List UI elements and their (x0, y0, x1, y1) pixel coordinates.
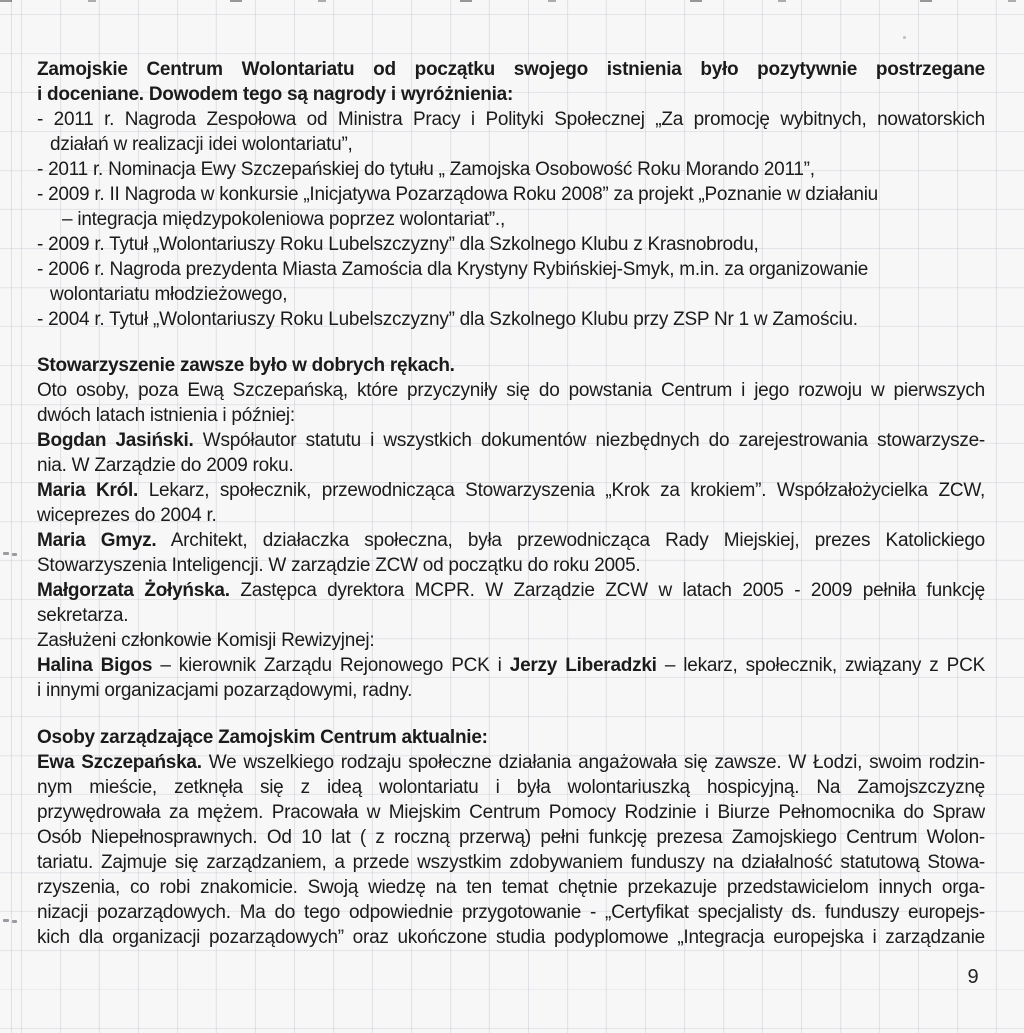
bold-text-run: Jerzy Liberadzki (509, 655, 657, 676)
text-run: – lekarz, społecznik, związany z PCK (656, 655, 985, 676)
bold-text-run: Osoby zarządzające Zamojskim Centrum aktualnie: (37, 727, 488, 748)
bold-text-run: Stowarzyszenie zawsze było w dobrych rękach. (37, 355, 455, 376)
text-run: nia. W Zarządzie do 2009 roku. (37, 455, 294, 476)
text-line (37, 107, 985, 132)
text-run: tariatu. Zajmuje się zarządzaniem, a przede wszystkim zdobywaniem funduszy na działalność statutową Stowa- (37, 852, 985, 873)
text-run: nizacji pozarządowych. Ma do tego odpowiednie przygotowanie - „Certyfikat specjalisty ds. funduszy europejs- (37, 902, 985, 923)
text-line (37, 653, 985, 678)
text-run: nym mieście, zetknęła się z ideą wolontariatu i była wolontariuszką hospicyjną. Na Zamojszczyznę (37, 777, 985, 798)
text-line (37, 182, 985, 207)
text-line (37, 453, 985, 478)
bold-text-run: Bogdan Jasiński. (37, 430, 194, 451)
text-line (37, 378, 985, 403)
text-run: wiceprezes do 2004 r. (37, 505, 217, 526)
text-line (37, 157, 985, 182)
text-run: - 2011 r. Nominacja Ewy Szczepańskiej do tytułu „ Zamojska Osobowość Roku Morando 2011”, (37, 159, 815, 180)
text-line (37, 282, 985, 307)
text-run: Lekarz, społecznik, przewodnicząca Stowarzyszenia „Krok za krokiem”. Współzałożycielka ZCW, (138, 480, 985, 501)
scan-speck (12, 920, 17, 923)
bold-text-run: Halina Bigos (37, 655, 153, 676)
text-line (37, 875, 985, 900)
scan-speck (12, 553, 17, 556)
text-line (37, 678, 985, 703)
text-line (37, 403, 985, 428)
text-line (37, 82, 985, 107)
text-run: We wszelkiego rodzaju społeczne działania angażowała się zawsze. W Łodzi, swoim rodzin- (201, 752, 985, 773)
text-run: Architekt, działaczka społeczna, była przewodnicząca Rady Miejskiej, prezes Katolickiego (156, 530, 985, 551)
text-run: rzyszenia, co robi znakomicie. Swoją wiedzę na ten temat chętnie przekazuje przedstawicielom innych orga- (37, 877, 985, 898)
text-line (37, 925, 985, 950)
text-line (37, 307, 985, 332)
scan-speck (903, 36, 906, 39)
text-line (37, 478, 985, 503)
text-line (37, 628, 985, 653)
text-run: Zasłużeni członkowie Komisji Rewizyjnej: (37, 630, 375, 651)
text-line (37, 578, 985, 603)
text-run: wolontariatu młodzieżowego, (50, 284, 288, 305)
text-run: kich dla organizacji pozarządowych” oraz ukończone studia podyplomowe „Integracja europejska i zarządzanie (37, 927, 985, 948)
scan-speck (3, 919, 9, 922)
bold-text-run: i doceniane. Dowodem tego są nagrody i wyróżnienia: (37, 84, 514, 105)
text-run: - 2009 r. II Nagroda w konkursie „Inicjatywa Pozarządowa Roku 2008” za projekt „Poznanie w działaniu (37, 184, 879, 205)
section-heading (37, 725, 985, 750)
text-run: - 2011 r. Nagroda Zespołowa od Ministra Pracy i Polityki Społecznej „Za promocję wybitnych, nowatorskich (37, 109, 985, 130)
text-run: Oto osoby, poza Ewą Szczepańską, które przyczyniły się do powstania Centrum i jego rozwoju w pierwszych (37, 380, 985, 401)
text-line (37, 528, 985, 553)
scan-speck (3, 552, 9, 555)
bold-text-run: Małgorzata Żołyńska. (37, 580, 230, 601)
text-run: Stowarzyszenia Inteligencji. W zarządzie ZCW od początku do roku 2005. (37, 555, 641, 576)
text-run: przywędrowała za mężem. Pracowała w Miejskim Centrum Pomocy Rodzinie i Biurze Pełnomocnika do Spraw (37, 802, 985, 823)
section-heading (37, 353, 985, 378)
text-run: Współautor statutu i wszystkich dokumentów niezbędnych do zarejestrowania stowarzysze- (193, 430, 985, 451)
scan-edge-artifact (0, 0, 1024, 2)
text-block (37, 57, 985, 332)
text-run: sekretarza. (37, 605, 129, 626)
text-line (37, 603, 985, 628)
text-run: – kierownik Zarządu Rejonowego PCK i (152, 655, 510, 676)
text-line (37, 750, 985, 775)
text-line (37, 57, 985, 82)
page-number: 9 (967, 966, 979, 988)
text-line (37, 132, 985, 157)
text-run: Osób Niepełnosprawnych. Od 10 lat ( z roczną przerwą) pełni funkcję prezesa Zamojskiego Centrum Wolon- (37, 827, 985, 848)
bold-text-run: Maria Król. (37, 480, 139, 501)
text-line (37, 775, 985, 800)
text-line (37, 257, 985, 282)
bold-text-run: Ewa Szczepańska. (37, 752, 202, 773)
bold-text-run: Zamojskie Centrum Wolontariatu od początku swojego istnienia było pozytywnie postrzegane (37, 59, 985, 80)
text-run: działań w realizacji idei wolontariatu”, (50, 134, 353, 155)
text-line (37, 428, 985, 453)
text-run: - 2006 r. Nagroda prezydenta Miasta Zamościa dla Krystyny Rybińskiej-Smyk, m.in. za organizowanie (37, 259, 869, 280)
text-line (37, 207, 985, 232)
text-run: i innymi organizacjami pozarządowymi, radny. (37, 680, 413, 701)
text-line (37, 825, 985, 850)
text-block (37, 353, 985, 703)
text-line (37, 800, 985, 825)
text-block (37, 725, 985, 950)
text-line (37, 503, 985, 528)
text-run: Zastępca dyrektora MCPR. W Zarządzie ZCW w latach 2005 - 2009 pełniła funkcję (229, 580, 985, 601)
bold-text-run: Maria Gmyz. (37, 530, 157, 551)
text-line (37, 850, 985, 875)
text-run: dwóch latach istnienia i później: (37, 405, 295, 426)
text-run: - 2009 r. Tytuł „Wolontariuszy Roku Lubelszczyzny” dla Szkolnego Klubu z Krasnobrodu, (37, 234, 759, 255)
text-line (37, 553, 985, 578)
text-line (37, 232, 985, 257)
text-run: – integracja międzypokoleniowa poprzez wolontariat”., (62, 209, 505, 230)
text-run: - 2004 r. Tytuł „Wolontariuszy Roku Lubelszczyzny” dla Szkolnego Klubu przy ZSP Nr 1 w Zamościu. (37, 309, 858, 330)
text-line (37, 900, 985, 925)
page-text (37, 57, 985, 950)
